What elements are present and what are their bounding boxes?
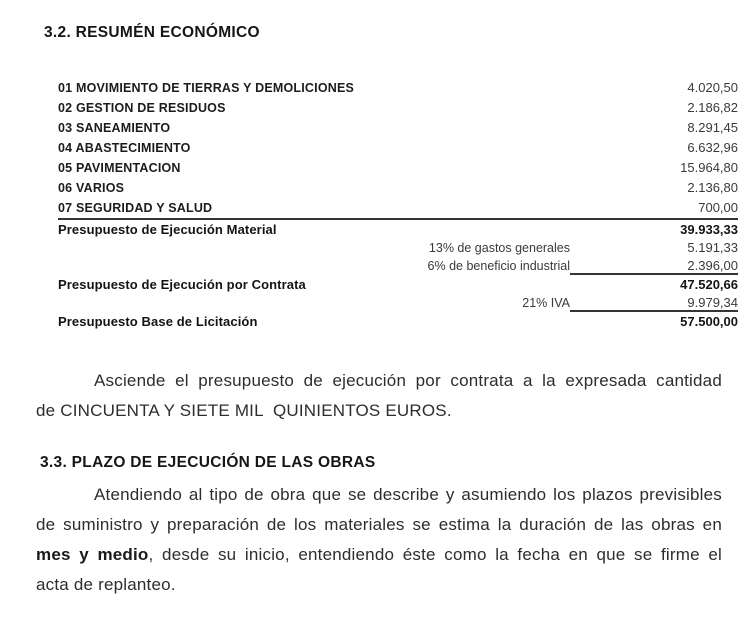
paragraph-line: acta de replanteo. bbox=[36, 575, 176, 594]
budget-item-label: 07 SEGURIDAD Y SALUD bbox=[58, 201, 213, 215]
iva-row bbox=[58, 294, 738, 312]
subtotal-contrata-row bbox=[58, 275, 738, 294]
table-row bbox=[58, 138, 738, 158]
beneficio-industrial-amount: 2.396,00 bbox=[570, 257, 738, 275]
table-row bbox=[58, 178, 738, 198]
table-row bbox=[58, 118, 738, 138]
paragraph-line: de CINCUENTA Y SIETE MIL QUINIENTOS EUROS. bbox=[36, 401, 452, 420]
budget-item-amount: 15.964,80 bbox=[680, 160, 738, 175]
budget-item-amount: 2.186,82 bbox=[687, 100, 738, 115]
budget-item-amount: 2.136,80 bbox=[687, 180, 738, 195]
section-32-heading: 3.2. RESUMÉN ECONÓMICO bbox=[44, 24, 260, 41]
budget-item-amount: 8.291,45 bbox=[687, 120, 738, 135]
budget-item-amount: 700,00 bbox=[698, 200, 738, 215]
table-row bbox=[58, 98, 738, 118]
beneficio-industrial-row bbox=[58, 257, 738, 275]
subtotal-material-amount: 39.933,33 bbox=[680, 222, 738, 237]
budget-item-label: 02 GESTION DE RESIDUOS bbox=[58, 101, 226, 115]
table-row bbox=[58, 198, 738, 218]
subtotal-material-label: Presupuesto de Ejecución Material bbox=[58, 222, 277, 237]
table-row bbox=[58, 158, 738, 178]
total-licitacion-label: Presupuesto Base de Licitación bbox=[58, 314, 258, 329]
subtotal-contrata-label: Presupuesto de Ejecución por Contrata bbox=[58, 277, 306, 292]
section-33-heading: 3.3. PLAZO DE EJECUCIÓN DE LAS OBRAS bbox=[40, 454, 376, 471]
iva-amount: 9.979,34 bbox=[570, 294, 738, 312]
budget-item-amount: 6.632,96 bbox=[687, 140, 738, 155]
budget-item-amount: 4.020,50 bbox=[687, 80, 738, 95]
budget-item-label: 06 VARIOS bbox=[58, 181, 125, 195]
paragraph-line: Asciende el presupuesto de ejecución por contrata a la expresada cantidad bbox=[94, 371, 722, 390]
bold-duration-text: mes y medio bbox=[36, 545, 149, 564]
budget-item-label: 05 PAVIMENTACION bbox=[58, 161, 181, 175]
total-licitacion-row bbox=[58, 312, 738, 331]
paragraph-plazo-ejecucion bbox=[36, 480, 722, 600]
beneficio-industrial-label: 6% de beneficio industrial bbox=[427, 259, 570, 273]
subtotal-contrata-amount: 47.520,66 bbox=[680, 277, 738, 292]
gastos-generales-label: 13% de gastos generales bbox=[428, 241, 570, 255]
gastos-generales-row bbox=[58, 239, 738, 257]
paragraph-presupuesto-total bbox=[36, 366, 722, 426]
paragraph-line: Atendiendo al tipo de obra que se describe y asumiendo los plazos previsibles bbox=[94, 485, 722, 504]
table-row bbox=[58, 78, 738, 98]
total-licitacion-amount: 57.500,00 bbox=[680, 314, 738, 329]
iva-label: 21% IVA bbox=[522, 296, 570, 310]
subtotal-material-row bbox=[58, 218, 738, 239]
paragraph-line-rest: , desde su inicio, entendiendo éste como la fecha en que se firme el bbox=[148, 545, 722, 564]
paragraph-line: de suministro y preparación de los materiales se estima la duración de las obras en bbox=[36, 515, 722, 534]
budget-item-label: 03 SANEAMIENTO bbox=[58, 121, 171, 135]
budget-item-label: 01 MOVIMIENTO DE TIERRAS Y DEMOLICIONES bbox=[58, 81, 355, 95]
budget-summary-table bbox=[58, 78, 738, 331]
budget-item-label: 04 ABASTECIMIENTO bbox=[58, 141, 191, 155]
gastos-generales-amount: 5.191,33 bbox=[687, 240, 738, 255]
paragraph-line bbox=[36, 540, 722, 570]
